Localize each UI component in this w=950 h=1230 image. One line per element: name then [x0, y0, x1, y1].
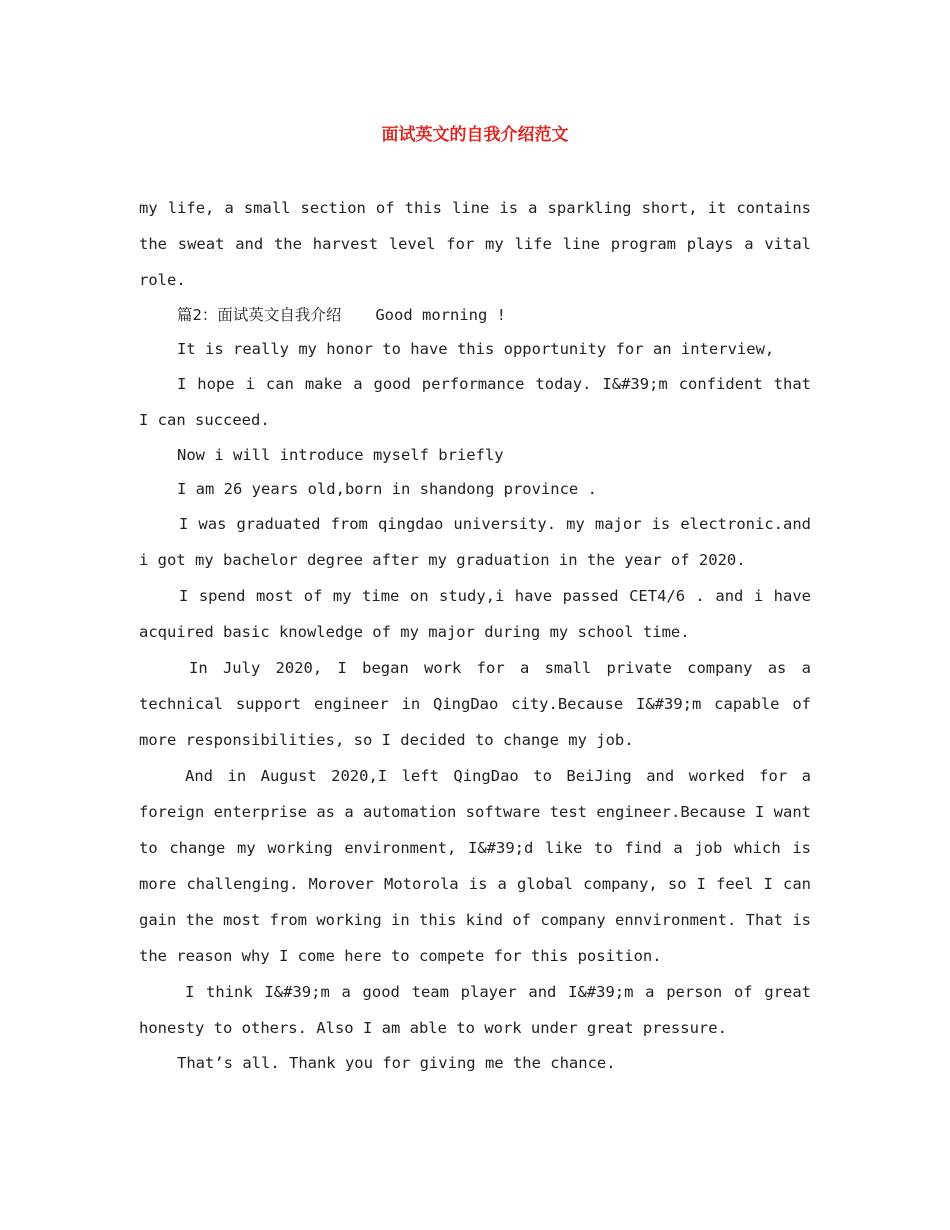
- greeting: Good morning !: [375, 306, 506, 324]
- paragraph-age: I am 26 years old,born in shandong province .: [177, 480, 597, 498]
- paragraph-first-job: In July 2020, I began work for a small private company as a technical support engineer in QingDao city.Because I&#39;m capable of more responsibilities, so I decided to change my job.: [139, 659, 811, 749]
- paragraph-honor: It is really my honor to have this opportunity for an interview,: [177, 340, 775, 358]
- paragraph-education: I was graduated from qingdao university. my major is electronic.and i got my bachelor degree after my graduation in the year of 2020.: [139, 515, 811, 569]
- document-body: [139, 190, 811, 1080]
- paragraph-study: I spend most of my time on study,i have passed CET4/6 . and i have acquired basic knowledge of my major during my school time.: [139, 587, 811, 641]
- paragraph-performance: I hope i can make a good performance today. I&#39;m confident that I can succeed.: [139, 375, 811, 429]
- paragraph-second-job: And in August 2020,I left QingDao to BeiJing and worked for a foreign enterprise as a automation software test engineer.Because I want to change my working environment, I&#39;d like to find a job which is more challenging. Morover Motorola is a global company, so I feel I can gain the most from working in this kind of company ennvironment. That is the reason why I come here to compete for this position.: [139, 767, 811, 965]
- paragraph-closing: That’s all. Thank you for giving me the chance.: [177, 1054, 616, 1072]
- document-title: 面试英文的自我介绍范文: [381, 125, 569, 145]
- paragraph-introduce: Now i will introduce myself briefly: [177, 446, 504, 464]
- paragraph-team-player: I think I&#39;m a good team player and I&#39;m a person of great honesty to others. Also I am able to work under great pressure.: [139, 983, 811, 1037]
- paragraph-intro: my life, a small section of this line is a sparkling short, it contains the sweat and the harvest level for my life line program plays a vital role.: [139, 199, 811, 289]
- section-heading-line: [139, 298, 811, 332]
- section-heading: 篇2：面试英文自我介绍: [177, 306, 342, 324]
